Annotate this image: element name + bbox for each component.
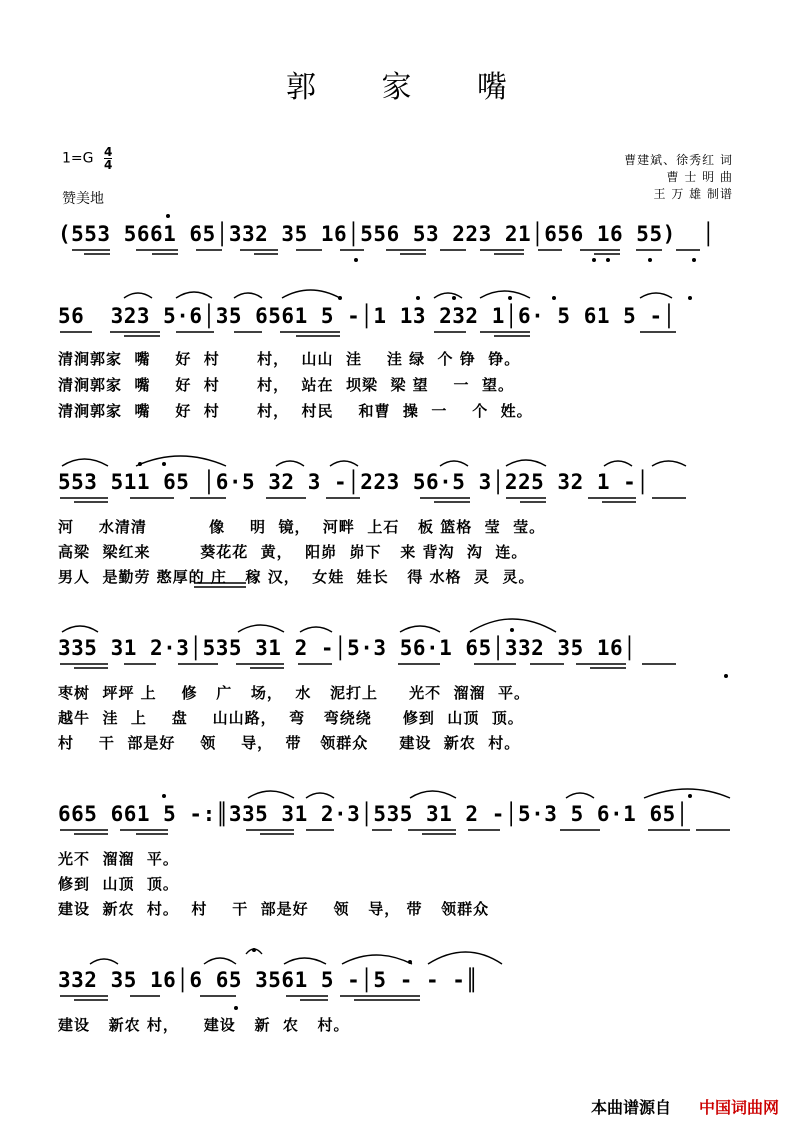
lyric-line-3-2: 高梁 梁红来 葵花花 黄， 阳峁 峁下 来 背沟 沟 连。 (58, 543, 528, 561)
lyric-line-5-2: 修到 山顶 顶。 (58, 875, 179, 893)
lyric-line-5-3: 建设 新农 村。 村 干 部是好 领 导， 带 领群众 (58, 900, 490, 918)
lyric-line-3-3: 男人 是勤劳 憨厚的 庄 稼 汉， 女娃 娃长 得 水格 灵 灵。 (58, 568, 535, 586)
lyric-line-2-1: 清涧郭家 嘴 好 村 村， 山山 洼 洼 绿 个 铮 铮。 (58, 350, 521, 368)
notation-system-6: 332 35 16│6 65 3561 5 -│5 - - -║ (58, 968, 479, 992)
lyric-line-4-3: 村 干 部是好 领 导， 带 领群众 建设 新农 村。 (58, 734, 521, 752)
lyric-line-4-1: 枣树 坪坪 上 修 广 场， 水 泥打上 光不 溜溜 平。 (58, 684, 531, 702)
time-signature-numerator: 4 (103, 145, 113, 159)
notation-system-4: 335 31 2·3│535 31 2 -│5·3 56·1 65│332 35 16│ (58, 636, 637, 660)
lyric-line-2-3: 清涧郭家 嘴 好 村 村， 村民 和曹 操 一 个 姓。 (58, 402, 533, 420)
notation-system-5: 665 661 5 -:║335 31 2·3│535 31 2 -│5·3 5 6·1 65│ (58, 802, 689, 826)
notation-system-1: (553 5661 65│332 35 16│556 53 223 21│656 16 55) │ (58, 222, 716, 246)
lyric-line-2-2: 清涧郭家 嘴 好 村 村， 站在 坝梁 梁 望 一 望。 (58, 376, 515, 394)
lyric-line-5-1: 光不 溜溜 平。 (58, 850, 179, 868)
credit-lyricist: 曹建斌、徐秀红 词 (624, 153, 733, 167)
credit-transcriber: 王 万 雄 制谱 (653, 187, 733, 201)
notation-system-3: 553 511 65 │6·5 32 3 -│223 56·5 3│225 32 1 -│ (58, 470, 650, 494)
notation-system-2: 56 323 5·6│35 6561 5 -│1 13 232 1│6· 5 61 5 -│ (58, 304, 676, 328)
song-title: 郭 家 嘴 (285, 70, 536, 105)
lyric-line-6-1: 建设 新农 村， 建设 新 农 村。 (58, 1016, 350, 1034)
lyric-line-4-2: 越牛 洼 上 盘 山山路， 弯 弯绕绕 修到 山顶 顶。 (58, 709, 524, 727)
credit-composer: 曹 士 明 曲 (666, 170, 733, 184)
source-site-link[interactable]: 中国词曲网 (698, 1098, 779, 1117)
key-signature: 1=G (62, 150, 94, 167)
source-prefix: 本曲谱源自 (590, 1098, 671, 1117)
lyric-line-3-1: 河 水清清 像 明 镜， 河畔 上石 板 篮格 莹 莹。 (58, 518, 546, 536)
tempo-marking: 赞美地 (62, 191, 104, 207)
time-signature-denominator: 4 (103, 158, 113, 172)
